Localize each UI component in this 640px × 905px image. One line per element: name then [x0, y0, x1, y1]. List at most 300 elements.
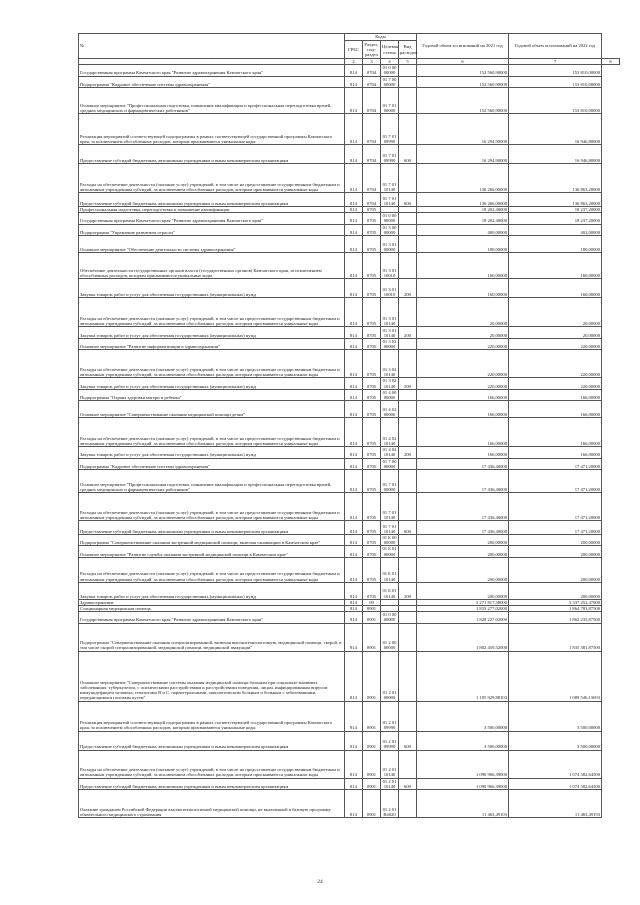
row-target-article: 01 3 00 00000: [381, 224, 399, 235]
row-expense-type: [399, 253, 417, 279]
table-row: [79, 521, 620, 535]
row-expense-type: [399, 298, 417, 327]
row-expense-type: [399, 164, 417, 193]
row-volume-2021: 166,00000: [417, 401, 509, 418]
row-name: Закупка товаров, работ и услуг для обеспечения государственных (муниципальных) нужд: [79, 447, 345, 458]
row-target-article: 01 3 02 00000: [381, 339, 399, 350]
row-name: Расходы на обеспечение деятельности (оказание услуг) учреждений, в том числе на предоставление государственным бюджетным и автономным учреждениям субсидий, за исключением обособленных расходов, которым присваиваются уникальные коды: [79, 164, 345, 193]
row-expense-type: 600: [399, 145, 417, 164]
row-section: 0705: [363, 418, 381, 447]
table-row: [79, 458, 620, 469]
row-name: Предоставление субсидий бюджетным, автономным учреждениям и иным некоммерческим организациям: [79, 193, 345, 207]
row-section: 0705: [363, 350, 381, 378]
row-grbs: 814: [345, 327, 363, 339]
row-volume-2022: 1 835 381,87500: [509, 623, 602, 651]
row-volume-2021: 152 560,90000: [417, 65, 509, 76]
row-expense-type: 200: [399, 279, 417, 298]
row-volume-2022: 153 810,00000: [509, 65, 602, 76]
row-grbs: 814: [345, 790, 363, 818]
row-volume-2021: 17 436,40000: [417, 521, 509, 535]
row-volume-2021: 136 266,00000: [417, 193, 509, 207]
table-row: [79, 164, 620, 193]
row-grbs: 814: [345, 493, 363, 521]
row-grbs: 814: [345, 213, 363, 224]
row-grbs: 814: [345, 582, 363, 599]
row-grbs: 814: [345, 535, 363, 546]
row-volume-2022: 136 863,20000: [509, 164, 602, 193]
row-name: Основное мероприятие "Обеспечение деятельности системы здравоохранения": [79, 236, 345, 253]
row-volume-2022: 166,00000: [509, 447, 602, 458]
row-volume-2022: 16 946,80000: [509, 114, 602, 145]
row-target-article: 01 3 01 10140: [381, 298, 399, 327]
row-grbs: 814: [345, 599, 363, 605]
row-volume-2022: 1 074 582,64500: [509, 778, 602, 789]
row-volume-2022: 153 810,00000: [509, 88, 602, 114]
row-volume-2021: 152 560,90000: [417, 88, 509, 114]
row-expense-type: [399, 213, 417, 224]
row-expense-type: 600: [399, 778, 417, 789]
row-expense-type: [399, 418, 417, 447]
row-section: 0705: [363, 279, 381, 298]
column-number: 7: [509, 59, 602, 65]
row-name: Закупка товаров, работ и услуг для обеспечения государственных (муниципальных) нужд: [79, 327, 345, 339]
row-volume-2021: 1 105 929,88103: [417, 651, 509, 701]
row-name: Основное мероприятие "Совершенствование системы оказания медицинской помощи больным при социально-значимых заболеваниях: туберкулезом, с психическими расстройствами и расстройствами поведения, лицам, инфицированным вирусом иммунодефицита человека, гепатитами В и С, парентеральными, онкологическим больным и больным с заболеваниями, передающимися половым путем": [79, 651, 345, 701]
row-volume-2021: 18 202,40000: [417, 207, 509, 213]
row-volume-2022: 160,00000: [509, 253, 602, 279]
row-section: 0704: [363, 193, 381, 207]
table-row: [79, 582, 620, 599]
row-section: 0705: [363, 224, 381, 235]
row-section: 0704: [363, 76, 381, 87]
row-target-article: 01 4 00 00000: [381, 389, 399, 400]
table-row: [79, 236, 620, 253]
row-name: Расходы на обеспечение деятельности (оказание услуг) учреждений, в том числе на предоставление государственным бюджетным и автономным учреждениям субсидий, за исключением обособленных расходов, которым присваиваются уникальные коды: [79, 750, 345, 778]
row-section: 0705: [363, 557, 381, 582]
row-target-article: 01 7 01 10140: [381, 193, 399, 207]
column-number: 4: [381, 59, 399, 65]
row-section: 0901: [363, 778, 381, 789]
row-expense-type: [399, 350, 417, 378]
page-number: 24: [317, 879, 323, 885]
row-section: 0705: [363, 458, 381, 469]
table-row: [79, 253, 620, 279]
row-target-article: 01 7 01 00000: [381, 88, 399, 114]
row-name: Основное мероприятие "Профессиональная подготовка, повышение квалификации и профессиональная переподготовка врачей, средних медицинских и фармацевтических работников": [79, 88, 345, 114]
row-target-article: 01 3 01 10140: [381, 327, 399, 339]
row-section: 0705: [363, 447, 381, 458]
row-target-article: 01 2 01 09990: [381, 701, 399, 731]
row-grbs: 814: [345, 193, 363, 207]
row-target-article: 01 0 00 00000: [381, 65, 399, 76]
row-expense-type: [399, 389, 417, 400]
row-grbs: 814: [345, 65, 363, 76]
table-row: [79, 224, 620, 235]
row-target-article: 01 3 01 10010: [381, 253, 399, 279]
row-volume-2021: 160,00000: [417, 253, 509, 279]
row-section: 0704: [363, 65, 381, 76]
row-expense-type: [399, 339, 417, 350]
row-target-article: 01 Б 00 00000: [382, 535, 397, 546]
row-volume-2022: 1 089 546,13693: [509, 651, 602, 701]
row-volume-2021: 220,00000: [417, 350, 509, 378]
row-expense-type: [399, 65, 417, 76]
row-target-article: 01 7 01 10140: [381, 521, 399, 535]
row-volume-2022: 3 500,00000: [509, 701, 602, 731]
budget-table: [78, 33, 620, 818]
row-volume-2021: 1 090 966,39000: [417, 750, 509, 778]
row-name: Подпрограмма "Охрана здоровья матери и ребенка": [79, 389, 345, 400]
row-target-article: 01 2 01 10140: [381, 750, 399, 778]
row-expense-type: [399, 557, 417, 582]
row-grbs: 814: [345, 164, 363, 193]
row-grbs: 814: [345, 298, 363, 327]
row-volume-2022: 16 946,80000: [509, 145, 602, 164]
row-section: 0705: [363, 213, 381, 224]
table-row: [79, 193, 620, 207]
row-expense-type: 600: [399, 731, 417, 750]
row-expense-type: [399, 623, 417, 651]
row-volume-2022: 17 471,20000: [509, 470, 602, 493]
row-volume-2021: 17 436,40000: [417, 470, 509, 493]
row-name: Расходы на обеспечение деятельности (оказание услуг) учреждений, в том числе на предоставление государственным бюджетным и автономным учреждениям субсидий, за исключением обособленных расходов, которым присваиваются уникальные коды: [79, 298, 345, 327]
row-section: 0705: [363, 521, 381, 535]
row-name: Подпрограмма "Совершенствование оказания экстренной медицинской помощи, включая санавиацию в Камчатском крае": [79, 535, 345, 546]
table-row: [79, 493, 620, 521]
budget-table-sheet: [78, 33, 620, 818]
row-section: 0705: [363, 253, 381, 279]
row-grbs: 814: [345, 731, 363, 750]
table-row: [79, 350, 620, 378]
row-volume-2022: 200,00000: [509, 582, 602, 599]
table-row: [79, 701, 620, 731]
row-target-article: 01 3 01 00000: [381, 236, 399, 253]
row-volume-2022: 200,00000: [509, 535, 602, 546]
row-name: Обеспечение деятельности государственных органов власти (государственных органов) Камчатского края, за исключением обособленных расходов, которым присваиваются уникальные коды: [79, 253, 345, 279]
row-volume-2022: 5 337 252,47000: [509, 599, 602, 605]
header-codes: Коды: [345, 34, 417, 41]
row-volume-2021: 200,00000: [417, 546, 509, 557]
row-volume-2021: 11 463,49103: [417, 790, 509, 818]
row-target-article: 01 2 01 10140: [381, 778, 399, 789]
row-volume-2022: 1 862 235,87500: [509, 612, 602, 623]
row-grbs: 814: [345, 521, 363, 535]
header-num: №: [79, 34, 345, 59]
row-grbs: 814: [345, 76, 363, 87]
row-grbs: 814: [345, 701, 363, 731]
row-name: Предоставление субсидий бюджетным, автономным учреждениям и иным некоммерческим организациям: [79, 145, 345, 164]
table-row: [79, 65, 620, 76]
row-grbs: 814: [345, 418, 363, 447]
row-expense-type: 200: [399, 378, 417, 389]
row-volume-2021: 220,00000: [417, 378, 509, 389]
table-row: [79, 447, 620, 458]
row-name: Государственная программа Камчатского края "Развитие здравоохранения Камчатского края": [79, 65, 345, 76]
row-expense-type: 200: [399, 447, 417, 458]
column-number: 8: [602, 59, 620, 65]
row-volume-2022: 3 500,00000: [509, 731, 602, 750]
row-section: 0901: [363, 750, 381, 778]
column-number: 3: [363, 59, 381, 65]
row-target-article: 01 Б 01 00000: [382, 546, 397, 557]
row-grbs: 814: [345, 470, 363, 493]
column-number: 2: [345, 59, 363, 65]
row-volume-2021: 166,00000: [417, 447, 509, 458]
row-section: 0704: [363, 164, 381, 193]
row-section: 0705: [363, 327, 381, 339]
table-row: [79, 546, 620, 557]
row-name: Основное мероприятие "Профессиональная подготовка, повышение квалификации и профессиональная переподготовка врачей, средних медицинских и фармацевтических работников": [79, 470, 345, 493]
row-name: Здравоохранение: [79, 599, 345, 605]
row-volume-2021: 152 560,90000: [417, 76, 509, 87]
row-name: Расходы на обеспечение деятельности (оказание услуг) учреждений, в том числе на предоставление государственным бюджетным и автономным учреждениям субсидий, за исключением обособленных расходов, которым присваиваются уникальные коды: [79, 493, 345, 521]
table-row: [79, 279, 620, 298]
row-name: Профессиональная подготовка, переподготовка и повышение квалификации: [79, 207, 345, 213]
row-name: Основное мероприятие "Развитие службы оказания экстренной медицинской помощи в Камчатском крае": [79, 546, 345, 557]
row-grbs: 814: [345, 778, 363, 789]
table-row: [79, 213, 620, 224]
row-expense-type: 200: [399, 327, 417, 339]
table-row: [79, 535, 620, 546]
row-grbs: 814: [345, 389, 363, 400]
row-section: 0705: [363, 207, 381, 213]
row-volume-2021: 5 271 817,58000: [417, 599, 509, 605]
table-row: [79, 612, 620, 623]
table-row: [79, 298, 620, 327]
row-name: Реализация мероприятий соответствующей подпрограммы в рамках соответствующей государственной программы Камчатского края, за исключением обособленных расходов, которым присваиваются уникальные коды: [79, 701, 345, 731]
row-name: Подпрограмма "Управление развитием отрасли": [79, 224, 345, 235]
row-volume-2022: 20,00000: [509, 327, 602, 339]
row-name: Подпрограмма "Кадровое обеспечение системы здравоохранения": [79, 458, 345, 469]
row-target-article: 01 4 02 00000: [381, 401, 399, 418]
row-section: 0705: [363, 389, 381, 400]
row-section: 0901: [363, 606, 381, 612]
row-grbs: 814: [345, 447, 363, 458]
row-section: 0705: [363, 236, 381, 253]
row-expense-type: [399, 546, 417, 557]
row-target-article: 01 2 01 09990: [381, 731, 399, 750]
row-volume-2022: 136 863,20000: [509, 193, 602, 207]
header-volume-2022: Годовой объем ассигнований на 2022 год: [509, 34, 602, 59]
table-row: [79, 88, 620, 114]
row-volume-2021: 3 500,00000: [417, 701, 509, 731]
row-section: 0901: [363, 623, 381, 651]
row-section: 0901: [363, 731, 381, 750]
row-target-article: 01 4 02 10140: [381, 418, 399, 447]
row-volume-2022: 18 237,20000: [509, 213, 602, 224]
header-grbs: ГРБС: [345, 41, 363, 59]
row-name: Расходы на обеспечение деятельности (оказание услуг) учреждений, в том числе на предоставление государственным бюджетным и автономным учреждениям субсидий, за исключением обособленных расходов, которым присваиваются уникальные коды: [79, 350, 345, 378]
table-row: [79, 790, 620, 818]
row-section: 0705: [363, 401, 381, 418]
row-volume-2021: 1 828 227,02000: [417, 612, 509, 623]
row-grbs: 814: [345, 253, 363, 279]
table-row: [79, 778, 620, 789]
row-section: 0705: [363, 582, 381, 599]
row-volume-2022: 166,00000: [509, 401, 602, 418]
row-name: Государственная программа Камчатского края "Развитие здравоохранения Камчатского края": [79, 612, 345, 623]
row-volume-2021: 136 266,00000: [417, 164, 509, 193]
row-section: 0705: [363, 493, 381, 521]
row-volume-2022: 1 864 783,87500: [509, 606, 602, 612]
row-target-article: 01 3 02 10140: [381, 350, 399, 378]
row-grbs: 814: [345, 378, 363, 389]
row-volume-2021: 17 436,40000: [417, 493, 509, 521]
row-volume-2021: 166,00000: [417, 389, 509, 400]
row-section: 0704: [363, 114, 381, 145]
header-section: Раздел, под-раздел: [364, 41, 379, 58]
row-volume-2021: 16 294,90000: [417, 114, 509, 145]
row-volume-2021: 17 436,40000: [417, 458, 509, 469]
row-volume-2022: 153 810,00000: [509, 76, 602, 87]
row-expense-type: 600: [399, 521, 417, 535]
row-grbs: 814: [345, 651, 363, 701]
table-row: [79, 114, 620, 145]
row-volume-2022: 20,00000: [509, 298, 602, 327]
row-volume-2021: 1 802 459,52000: [417, 623, 509, 651]
row-volume-2022: 180,00000: [509, 236, 602, 253]
row-volume-2021: 3 500,00000: [417, 731, 509, 750]
table-row: [79, 339, 620, 350]
row-section: 0705: [363, 339, 381, 350]
row-target-article: 01 7 01 09990: [381, 145, 399, 164]
row-grbs: 814: [345, 224, 363, 235]
row-grbs: 814: [345, 606, 363, 612]
row-volume-2022: 17 471,20000: [509, 458, 602, 469]
column-number: 5: [399, 59, 417, 65]
row-volume-2022: 17 471,20000: [509, 521, 602, 535]
row-volume-2022: 166,00000: [509, 389, 602, 400]
row-expense-type: [399, 236, 417, 253]
row-expense-type: [399, 535, 417, 546]
row-grbs: 814: [345, 750, 363, 778]
row-section: 0704: [363, 88, 381, 114]
table-row: [79, 557, 620, 582]
row-volume-2022: 18 237,20000: [509, 207, 602, 213]
row-volume-2022: 17 471,20000: [509, 493, 602, 521]
row-name: Расходы на обеспечение деятельности (оказание услуг) учреждений, в том числе на предоставление государственным бюджетным и автономным учреждениям субсидий, за исключением обособленных расходов, которым присваиваются уникальные коды: [79, 557, 345, 582]
row-volume-2021: 20,00000: [417, 298, 509, 327]
row-section: 0901: [363, 790, 381, 818]
row-name: Закупка товаров, работ и услуг для обеспечения государственных (муниципальных) нужд: [79, 279, 345, 298]
row-volume-2022: 220,00000: [509, 339, 602, 350]
row-volume-2021: 18 202,40000: [417, 213, 509, 224]
row-expense-type: 600: [399, 193, 417, 207]
row-expense-type: [399, 224, 417, 235]
row-target-article: 01 2 00 00000: [381, 623, 399, 651]
row-expense-type: [399, 401, 417, 418]
row-expense-type: [399, 790, 417, 818]
row-name: Реализация мероприятий соответствующей подпрограммы в рамках соответствующей государственной программы Камчатского края, за исключением обособленных расходов, которым присваиваются уникальные коды: [79, 114, 345, 145]
row-target-article: 01 4 02 10140: [381, 447, 399, 458]
row-expense-type: 200: [399, 582, 417, 599]
row-target-article: 01 Б 01 10140: [381, 582, 399, 599]
row-name: Оказание гражданам Российской Федерации высокотехнологичной медицинской помощи, не включенной в базовую программу обязательного медицинского страхования: [79, 790, 345, 818]
row-target-article: 01 7 01 09990: [381, 114, 399, 145]
row-name: Предоставление субсидий бюджетным, автономным учреждениям и иным некоммерческим организациям: [79, 521, 345, 535]
row-target-article: 01 2 01 00000: [381, 651, 399, 701]
row-volume-2021: 166,00000: [417, 418, 509, 447]
row-volume-2022: 1 074 582,64500: [509, 750, 602, 778]
row-expense-type: [399, 651, 417, 701]
row-target-article: 01 7 01 10140: [381, 493, 399, 521]
row-target-article: 01 0 00 00000: [381, 213, 399, 224]
row-expense-type: [399, 114, 417, 145]
row-volume-2021: 1 833 277,02000: [417, 606, 509, 612]
row-volume-2022: 220,00000: [509, 378, 602, 389]
row-section: 0705: [363, 535, 381, 546]
row-section: 0901: [363, 701, 381, 731]
row-grbs: 814: [345, 114, 363, 145]
row-section: 0705: [363, 378, 381, 389]
row-volume-2021: 220,00000: [417, 339, 509, 350]
row-expense-type: [399, 701, 417, 731]
row-name: Расходы на обеспечение деятельности (оказание услуг) учреждений, в том числе на предоставление государственным бюджетным и автономным учреждениям субсидий, за исключением обособленных расходов, которым присваиваются уникальные коды: [79, 418, 345, 447]
table-row: [79, 418, 620, 447]
table-row: [79, 401, 620, 418]
row-grbs: 814: [345, 546, 363, 557]
row-grbs: 814: [345, 279, 363, 298]
row-volume-2021: 400,00000: [417, 224, 509, 235]
row-name: Основное мероприятие "Совершенствование оказания медицинской помощи детям": [79, 401, 345, 418]
row-name: Основное мероприятие "Развитие информатизации в здравоохранении": [79, 339, 345, 350]
header-target-article: Целевая статья: [381, 41, 399, 59]
table-row: [79, 378, 620, 389]
row-volume-2022: 160,00000: [509, 279, 602, 298]
row-grbs: 814: [345, 88, 363, 114]
table-row: [79, 731, 620, 750]
table-row: [79, 389, 620, 400]
column-number: .: [79, 59, 345, 65]
row-volume-2022: 11 463,49193: [509, 790, 602, 818]
row-grbs: 814: [345, 458, 363, 469]
row-section: 09: [363, 599, 381, 605]
header-expense-type: Вид расходов: [399, 41, 417, 59]
row-expense-type: [399, 458, 417, 469]
row-volume-2021: 200,00000: [417, 582, 509, 599]
row-volume-2021: 180,00000: [417, 236, 509, 253]
row-section: 0901: [363, 651, 381, 701]
row-section: 0705: [363, 298, 381, 327]
row-volume-2021: 16 294,90000: [417, 145, 509, 164]
row-name: Предоставление субсидий бюджетным, автономным учреждениям и иным некоммерческим организациям: [79, 778, 345, 789]
row-volume-2022: 200,00000: [509, 557, 602, 582]
row-grbs: 814: [345, 612, 363, 623]
row-volume-2021: 1 090 966,39000: [417, 778, 509, 789]
table-row: [79, 327, 620, 339]
row-volume-2022: 220,00000: [509, 350, 602, 378]
row-expense-type: [399, 88, 417, 114]
row-grbs: 814: [345, 401, 363, 418]
row-target-article: 01 2 01 R4020: [381, 790, 399, 818]
header-volume-2021: Годовой объем ассигнований на 2021 год: [417, 34, 509, 59]
row-target-article: 01 7 00 00000: [381, 458, 399, 469]
row-volume-2021: 20,00000: [417, 327, 509, 339]
row-volume-2022: 402,00000: [509, 224, 602, 235]
column-number: 6: [417, 59, 509, 65]
row-grbs: 814: [345, 623, 363, 651]
row-volume-2021: 200,00000: [417, 557, 509, 582]
row-grbs: 814: [345, 557, 363, 582]
row-section: 0705: [363, 470, 381, 493]
row-grbs: 814: [345, 145, 363, 164]
row-name: Стационарная медицинская помощь: [79, 606, 345, 612]
table-row: [79, 623, 620, 651]
row-volume-2022: 200,00000: [509, 546, 602, 557]
row-expense-type: [399, 470, 417, 493]
table-row: [79, 651, 620, 701]
row-expense-type: [399, 493, 417, 521]
